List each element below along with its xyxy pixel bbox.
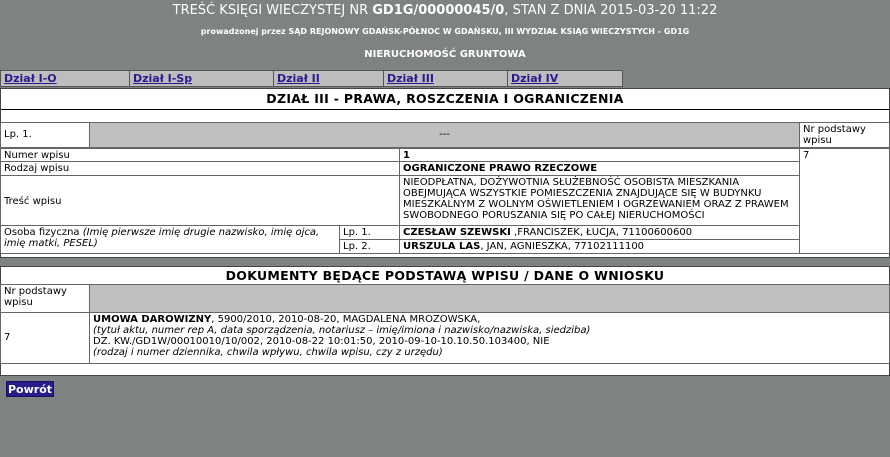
kw-number: GD1G/00000045/0 xyxy=(372,3,505,18)
person-details: ,FRANCISZEK, ŁUCJA, 71100600600 xyxy=(510,227,693,238)
tab-link[interactable]: Dział I-Sp xyxy=(133,72,193,85)
person-name: CZESŁAW SZEWSKI xyxy=(403,227,511,238)
title-suffix: , STAN Z DNIA 2015-03-20 11:22 xyxy=(504,3,718,18)
person-row xyxy=(399,239,800,254)
doc-details xyxy=(89,312,890,364)
back-button[interactable]: Powrót xyxy=(7,383,53,396)
rodzaj-wpisu-label: Rodzaj wpisu xyxy=(0,161,400,176)
rodzaj-wpisu-value: OGRANICZONE PRAWO RZECZOWE xyxy=(399,161,800,176)
nr-podstawy-label: Nr podstawy wpisu xyxy=(799,122,890,148)
page-title xyxy=(0,3,890,18)
doc-nr-label: Nr podstawy wpisu xyxy=(0,284,90,313)
tab-dzial-i-sp[interactable] xyxy=(129,70,273,87)
documents-title: DOKUMENTY BĘDĄCE PODSTAWĄ WPISU / DANE O WNIOSKU xyxy=(1,267,889,286)
tab-link[interactable]: Dział I-O xyxy=(4,72,57,85)
doc-line-1 xyxy=(93,314,886,325)
tab-link[interactable]: Dział IV xyxy=(511,72,559,85)
entry-lp: Lp. 1. xyxy=(0,122,90,148)
osoba-label: Osoba fizyczna xyxy=(4,227,80,238)
tab-dzial-iv[interactable] xyxy=(507,70,623,87)
doc-name: UMOWA DAROWIZNY xyxy=(93,314,212,325)
doc-rest: , 5900/2010, 2010-08-20, MAGDALENA MROZOWSKA, xyxy=(211,314,481,325)
property-type: NIERUCHOMOŚĆ GRUNTOWA xyxy=(364,49,526,60)
doc-nr-value: 7 xyxy=(0,312,90,364)
court-line: prowadzonej przez SĄD REJONOWY GDAŃSK-PÓŁNOC W GDAŃSKU, III WYDZIAŁ KSIĄG WIECZYSTYCH - GD1G xyxy=(200,27,690,36)
section-tabs xyxy=(0,70,623,87)
numer-wpisu-value: 1 xyxy=(399,148,800,162)
doc-line-2: DZ. KW./GD1W/00010010/10/002, 2010-08-22 10:01:50, 2010-09-10-10.10.50.103400, NIE xyxy=(93,336,550,347)
osoba-hint: (Imię pierwsze imię drugie nazwisko, imię ojca, imię matki, PESEL) xyxy=(4,227,320,249)
person-lp: Lp. 1. xyxy=(339,225,400,240)
osoba-fizyczna-label xyxy=(0,225,340,254)
tab-dzial-ii[interactable] xyxy=(273,70,383,87)
person-details: , JAN, AGNIESZKA, 77102111100 xyxy=(480,241,645,252)
tresc-wpisu-label: Treść wpisu xyxy=(0,175,400,226)
person-lp: Lp. 2. xyxy=(339,239,400,254)
person-name: URSZULA LAS xyxy=(403,241,481,252)
tab-link[interactable]: Dział III xyxy=(387,72,434,85)
doc-hint-1: (tytuł aktu, numer rep A, data sporządzenia, notariusz – imię/imiona i nazwisko/nazwiska, siedziba) xyxy=(93,325,591,336)
nr-podstawy-value: 7 xyxy=(799,148,890,254)
tab-link[interactable]: Dział II xyxy=(277,72,320,85)
person-row xyxy=(399,225,800,240)
doc-hint-2: (rodzaj i numer dziennika, chwila wpływu, chwila wpisu, czy z urzędu) xyxy=(93,347,443,358)
title-prefix: TREŚĆ KSIĘGI WIECZYSTEJ NR xyxy=(172,3,373,18)
tresc-wpisu-value: NIEODPŁATNA, DOŻYWOTNIA SŁUŻEBNOŚĆ OSOBISTA MIESZKANIA OBEJMUJĄCA WSZYSTKIE POMIESZCZENIA ZNAJDUJĄCE SIĘ W BUDYNKU MIESZKALNYM Z WOLNYM OŚWIETLENIEM I OGRZEWANIEM ORAZ Z PRAWEM SWOBODNEGO PORUSZANIA SIĘ PO CAŁEJ NIERUCHOMOŚCI xyxy=(399,175,800,226)
numer-wpisu-label: Numer wpisu xyxy=(0,148,400,162)
entry-lp-value: --- xyxy=(89,122,800,148)
doc-header-gray xyxy=(89,284,890,313)
tab-dzial-iii[interactable] xyxy=(383,70,507,87)
tab-dzial-i-o[interactable] xyxy=(0,70,129,87)
section-title: DZIAŁ III - PRAWA, ROSZCZENIA I OGRANICZENIA xyxy=(1,89,889,110)
